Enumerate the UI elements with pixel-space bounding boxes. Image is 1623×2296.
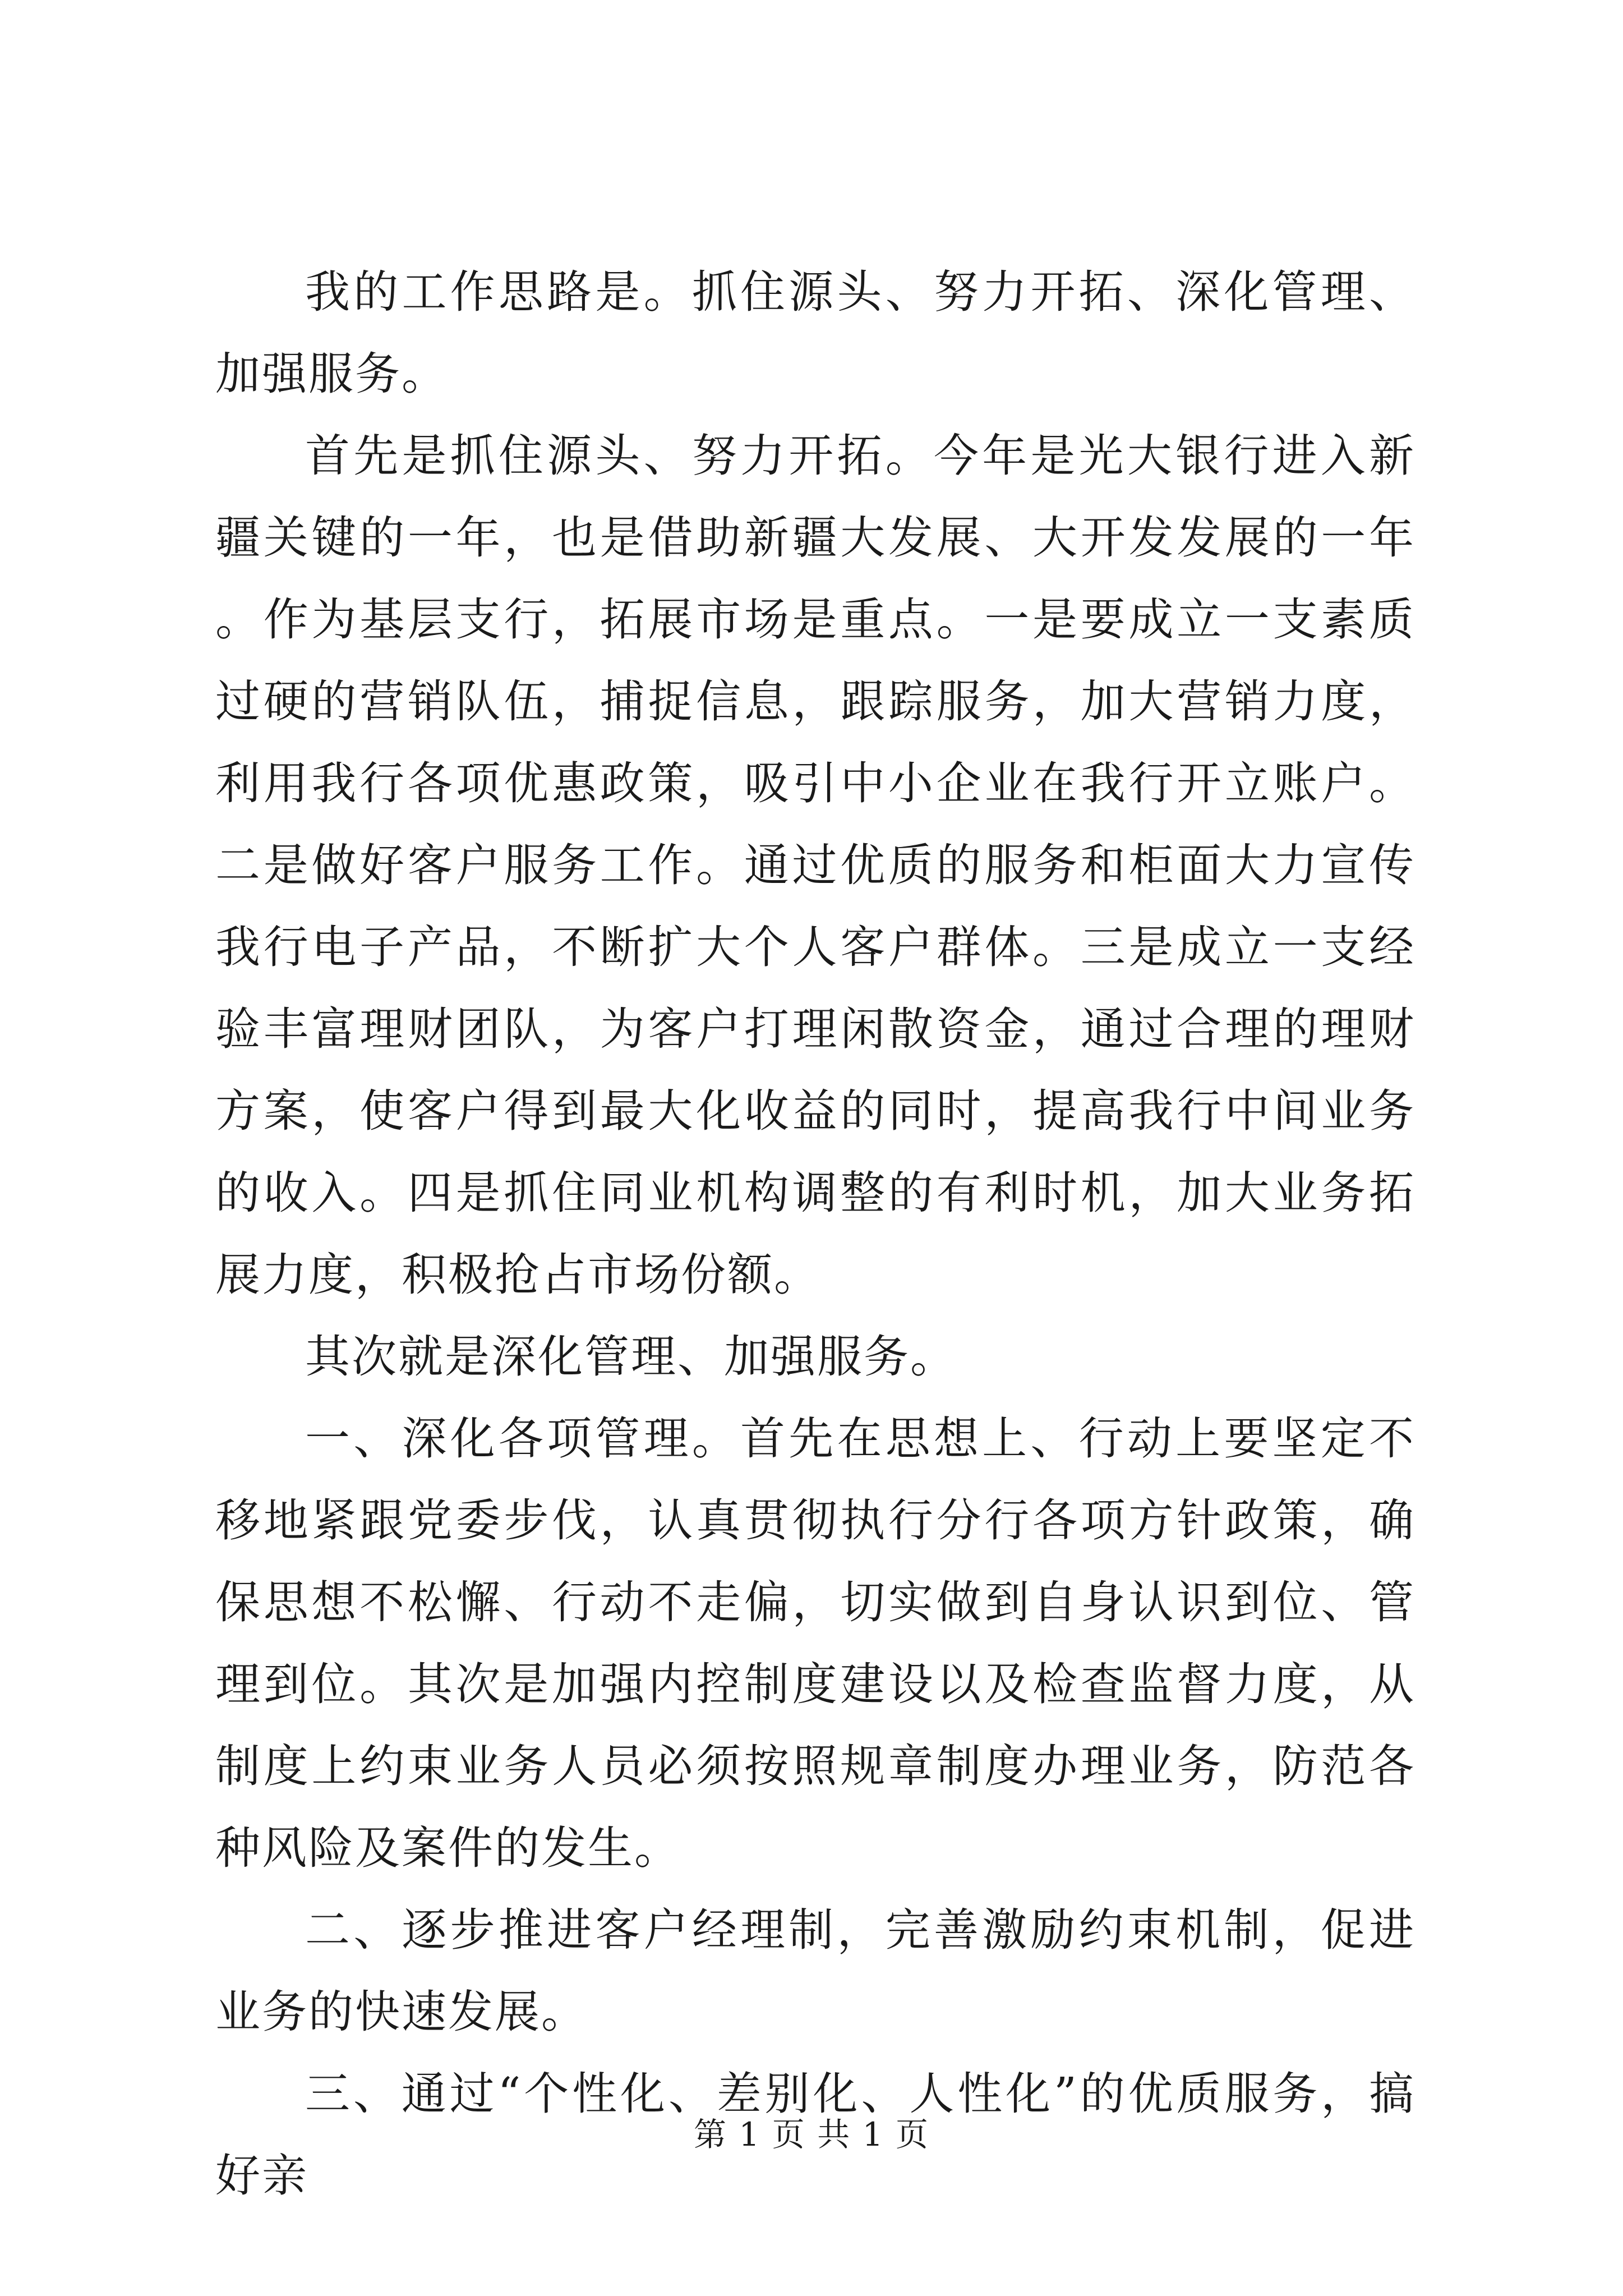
paragraph-point-two: 二、逐步推进客户经理制，完善激励约束机制，促进业务的快速发展。 [215, 1904, 1415, 2038]
paragraph-point-three: 三、通过“个性化、差别化、人性化”的优质服务，搞好亲 [215, 2068, 1415, 2202]
paragraph-point-one: 一、深化各项管理。首先在思想上、行动上要坚定不移地紧跟党委步伐，认真贯彻执行分行各项方针政策，确保思想不松懈、行动不走偏，切实做到自身认识到位、管理到位。其次是加强内控制度建设以及检查监督力度，从制度上约束业务人员必须按照规章制度办理业务，防范各种风险及案件的发生。 [215, 1412, 1415, 1874]
document-body [215, 251, 1415, 2217]
page-number-label: 第 1 页 共 1 页 [694, 2115, 929, 2154]
paragraph-work-approach: 我的工作思路是。抓住源头、努力开拓、深化管理、加强服务。 [215, 266, 1415, 400]
paragraph-source-expansion: 首先是抓住源头、努力开拓。今年是光大银行进入新疆关键的一年，也是借助新疆大发展、大开发发展的一年。作为基层支行，拓展市场是重点。一是要成立一支素质过硬的营销队伍，捕捉信息，跟踪服务，加大营销力度，利用我行各项优惠政策，吸引中小企业在我行开立账户。二是做好客户服务工作。通过优质的服务和柜面大力宣传我行电子产品，不断扩大个人客户群体。三是成立一支经验丰富理财团队，为客户打理闲散资金，通过合理的理财方案，使客户得到最大化收益的同时，提高我行中间业务的收入。四是抓住同业机构调整的有利时机，加大业务拓展力度，积极抢占市场份额。 [215, 430, 1415, 1301]
paragraph-management-service: 其次就是深化管理、加强服务。 [305, 1331, 957, 1383]
page-footer [0, 2112, 1623, 2157]
